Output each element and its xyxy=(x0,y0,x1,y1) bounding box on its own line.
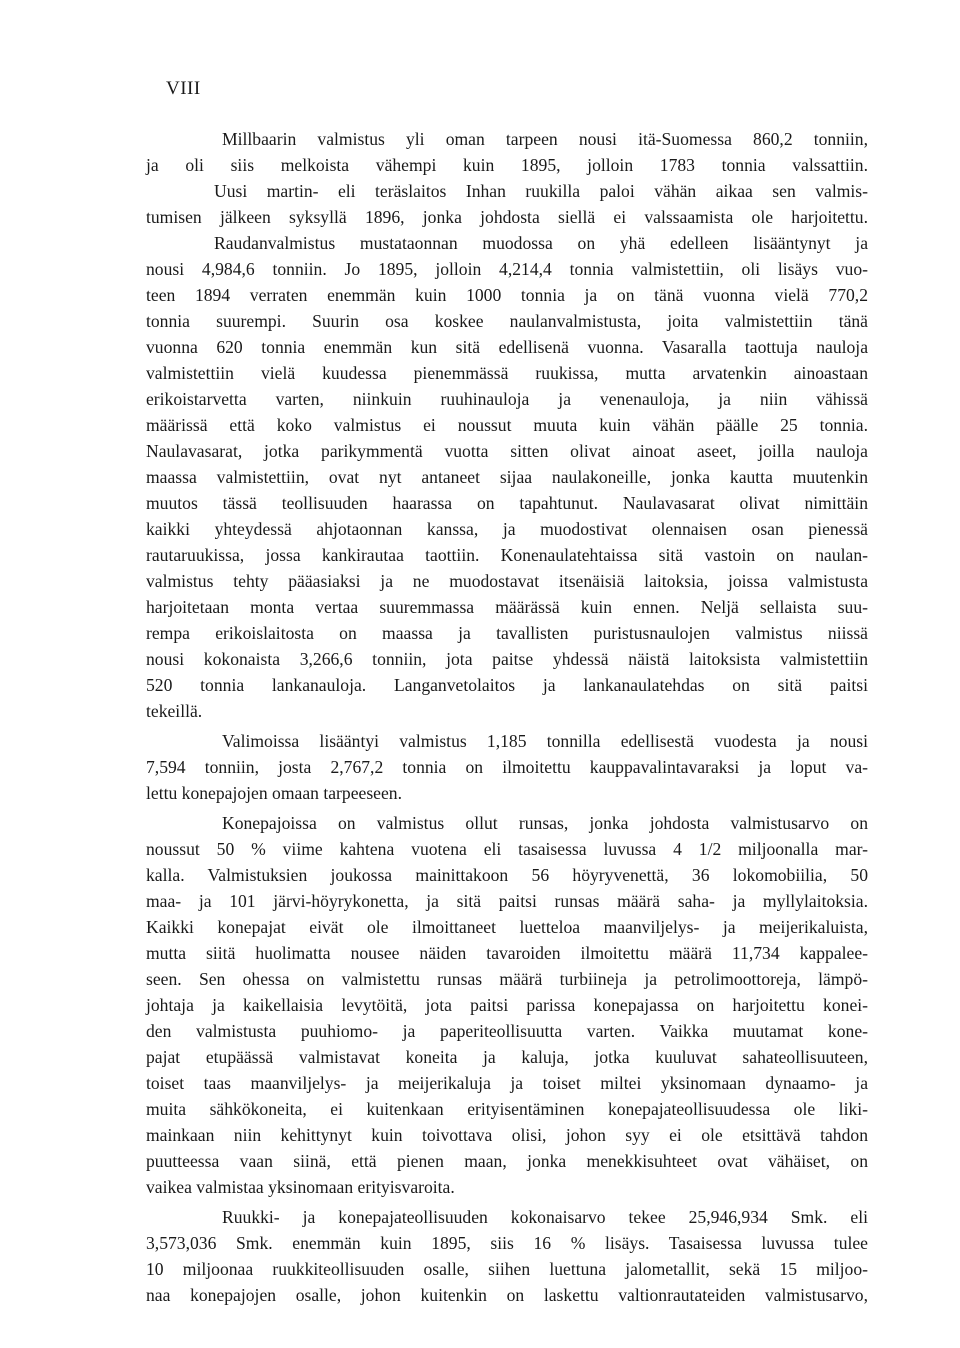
text-line: lettu konepajojen omaan tarpeeseen. xyxy=(146,783,402,803)
text-line: Kaikki konepajat eivät ole ilmoittaneet luetteloa maanviljelys- ja meijerikaluista, xyxy=(146,917,868,937)
text-line: Konepajoissa on valmistus ollut runsas, jonka johdosta valmistusarvo on xyxy=(222,813,868,833)
text-line: määrissä että koko valmistus ei noussut muuta kuin vähän päälle 25 tonnia. xyxy=(146,415,868,435)
page-number: VIII xyxy=(166,78,201,99)
text-line: noussut 50 % viime kahtena vuotena eli tasaisessa luvussa 4 1/2 miljoonalla mar- xyxy=(146,839,868,859)
text-line: johtaja ja kaikellaisia levytöitä, jota paitsi parissa konepajassa on harjoitettu konei- xyxy=(146,995,868,1015)
text-line: erikoistarvetta varten, niinkuin ruuhinauloja ja venenauloja, ja niin vähissä xyxy=(146,389,868,409)
text-line: puutteessa vaan siinä, että pienen maan, jonka menekkisuhteet ovat vähäiset, on xyxy=(146,1151,868,1171)
text-line: mainkaan niin kehittynyt kuin toivottava olisi, johon syy ei ole etsittävä tahdon xyxy=(146,1125,868,1145)
text-line: Uusi martin- eli teräslaitos Inhan ruukilla paloi vähän aikaa sen valmis- xyxy=(214,181,868,201)
text-line: naa konepajojen osalle, johon kuitenkin on laskettu valtionrautateiden valmistusarvo, xyxy=(146,1285,868,1305)
text-line: toiset taas maanviljelys- ja meijerikaluja ja toiset miltei yksinomaan dynaamo- ja xyxy=(146,1073,868,1093)
text-line: nousi 4,984,6 tonniin. Jo 1895, jolloin 4,214,4 tonnia valmistettiin, oli lisäys vuo- xyxy=(146,259,868,279)
text-line: tekeillä. xyxy=(146,701,203,721)
text-line: den valmistusta puuhiomo- ja paperiteollisuutta varten. Vaikka muutamat kone- xyxy=(146,1021,868,1041)
text-line: 10 miljoonaa ruukkiteollisuuden osalle, siihen luettuna jalometallit, sekä 15 miljoo- xyxy=(146,1259,868,1279)
text-line: 520 tonnia lankanauloja. Langanvetolaitos ja lankanaulatehdas on sitä paitsi xyxy=(146,675,868,695)
text-line: Naulavasarat, jotka parikymmentä vuotta sitten olivat ainoat aseet, joilla nauloja xyxy=(146,441,868,461)
text-line: rautaruukissa, jossa kankirautaa taottiin. Konenaulatehtaissa sitä vastoin on naulan- xyxy=(146,545,868,565)
text-line: seen. Sen ohessa on valmistettu runsas määrä turbiineja ja petrolimoottoreja, lämpö- xyxy=(146,969,868,989)
text-line: vuonna 620 tonnia enemmän kun sitä edellisenä vuonna. Vasaralla taottuja nauloja xyxy=(146,337,868,357)
text-line: vaikea valmistaa yksinomaan erityisvaroita. xyxy=(146,1177,455,1197)
text-line: Valimoissa lisääntyi valmistus 1,185 tonnilla edellisestä vuodesta ja nousi xyxy=(222,731,868,751)
text-line: tonnia suurempi. Suurin osa koskee naulanvalmistusta, joita valmistettiin tänä xyxy=(146,311,868,331)
text-line: mutta siitä huolimatta nousee näiden tavaroiden ilmoitettu määrä 11,734 kappalee- xyxy=(146,943,868,963)
text-line: harjoitetaan monta vertaa suuremmassa määrässä kuin ennen. Neljä sellaista suu- xyxy=(146,597,868,617)
text-line: Raudanvalmistus mustataonnan muodossa on yhä edelleen lisääntynyt ja xyxy=(214,233,868,253)
text-line: valmistus tehty pääasiaksi ja ne muodostavat itsenäisiä laitoksia, joissa valmistusta xyxy=(146,571,868,591)
text-line: tumisen jälkeen syksyllä 1896, jonka johdosta siellä ei valssaamista ole harjoitettu. xyxy=(146,207,868,227)
text-line: rempa erikoislaitosta on maassa ja tavallisten puristusnaulojen valmistus niissä xyxy=(146,623,868,643)
text-line: ja oli siis melkoista vähempi kuin 1895, jolloin 1783 tonnia valssattiin. xyxy=(146,155,868,175)
text-line: nousi kokonaista 3,266,6 tonniin, jota paitse yhdessä näistä laitoksista valmistettiin xyxy=(146,649,868,669)
text-line: maassa valmistettiin, ovat nyt antaneet sijaa naulakoneille, jonka kautta muutenkin xyxy=(146,467,868,487)
text-line: kaikki yhteydessä ahjotaonnan kanssa, ja muodostivat olennaisen osan pienessä xyxy=(146,519,868,539)
text-line: muita sähkökoneita, ei kuitenkaan erityisentäminen konepajateollisuudessa ole liki- xyxy=(146,1099,868,1119)
text-line: muutos tässä teollisuuden haarassa on tapahtunut. Naulavasarat olivat nimittäin xyxy=(146,493,868,513)
text-line: 3,573,036 Smk. enemmän kuin 1895, siis 16 % lisäys. Tasaisessa luvussa tulee xyxy=(146,1233,868,1253)
text-line: Millbaarin valmistus yli oman tarpeen nousi itä-Suomessa 860,2 tonniin, xyxy=(222,129,868,149)
text-line: 7,594 tonniin, josta 2,767,2 tonnia on ilmoitettu kauppavalintavaraksi ja loput va- xyxy=(146,757,868,777)
text-line: maa- ja 101 järvi-höyrykonetta, ja sitä paitsi runsas määrä saha- ja myllylaitoksia. xyxy=(146,891,868,911)
text-line: teen 1894 verraten enemmän kuin 1000 tonnia ja on tänä vuonna vielä 770,2 xyxy=(146,285,868,305)
text-line: pajat etupäässä valmistavat koneita ja kaluja, jotka kuuluvat sahateollisuuteen, xyxy=(146,1047,868,1067)
text-line: Ruukki- ja konepajateollisuuden kokonaisarvo tekee 25,946,934 Smk. eli xyxy=(222,1207,868,1227)
text-line: valmistettiin vielä kuudessa pienemmässä ruukissa, mutta arvatenkin ainoastaan xyxy=(146,363,868,383)
text-line: kalla. Valmistuksien joukossa mainittakoon 56 höyryvenettä, 36 lokomobiilia, 50 xyxy=(146,865,868,885)
